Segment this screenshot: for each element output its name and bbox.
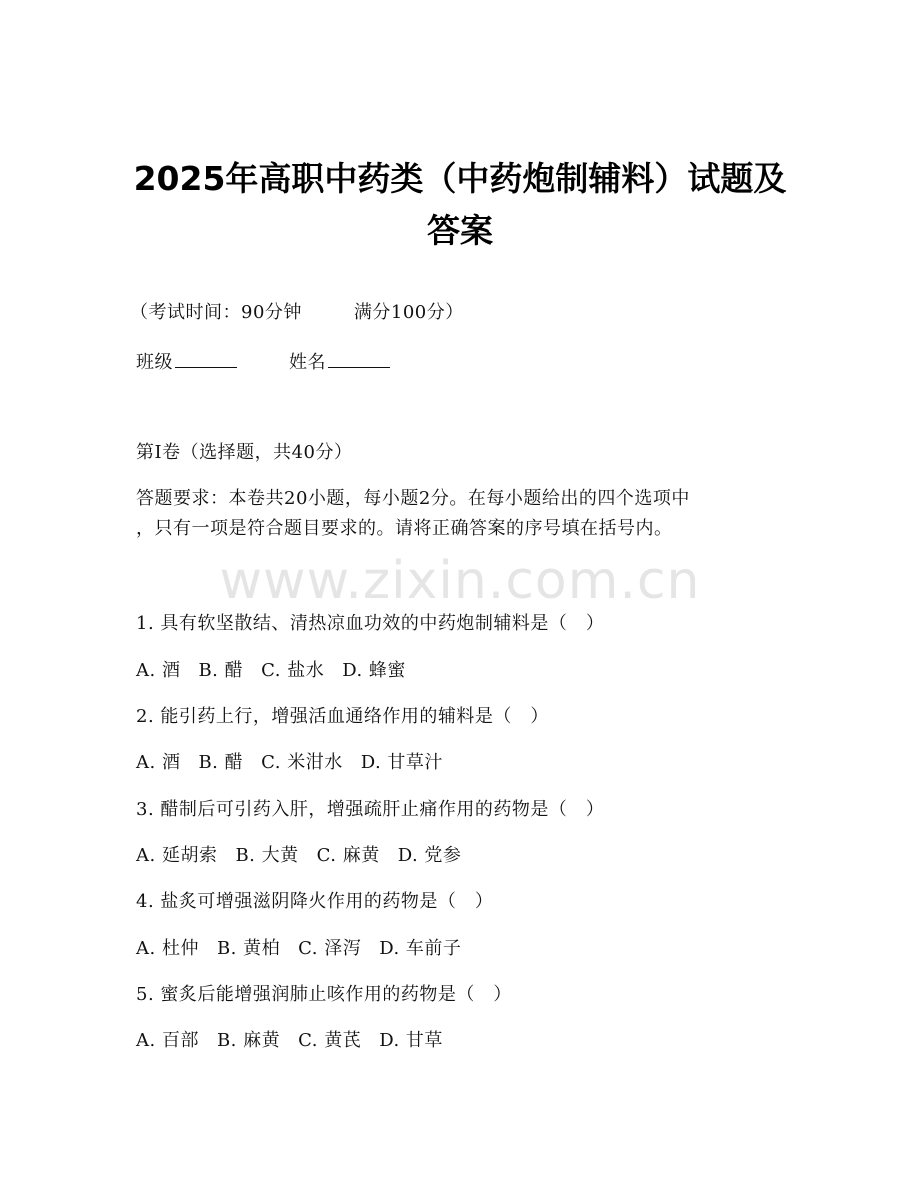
question-stem: 1. 具有软坚散结、清热凉血功效的中药炮制辅料是（ ） — [136, 613, 605, 634]
exam-score: 满分100分） — [353, 302, 464, 323]
option-a: A. 酒 — [136, 752, 181, 773]
name-blank — [328, 347, 390, 368]
instructions-line-1: 答题要求：本卷共20小题，每小题2分。在每小题给出的四个选项中 — [136, 488, 690, 509]
question-options — [136, 842, 479, 870]
question-stem: 4. 盐炙可增强滋阴降火作用的药物是（ ） — [136, 891, 494, 912]
option-a: A. 百部 — [136, 1030, 199, 1051]
option-b: B. 醋 — [198, 660, 244, 681]
section-heading: 第I卷（选择题，共40分） — [136, 442, 353, 463]
option-c: C. 黄芪 — [298, 1030, 362, 1051]
question-options — [136, 1027, 461, 1055]
option-d: D. 党参 — [397, 845, 462, 866]
option-d: D. 甘草 — [379, 1030, 443, 1051]
option-c: C. 泽泻 — [298, 938, 362, 959]
question-options — [136, 657, 424, 685]
question-options — [136, 749, 461, 777]
question-stem: 3. 醋制后可引药入肝，增强疏肝止痛作用的药物是（ ） — [136, 799, 605, 820]
option-a: A. 延胡索 — [136, 845, 218, 866]
question-stem: 5. 蜜炙后能增强润肺止咳作用的药物是（ ） — [136, 984, 512, 1005]
option-b: B. 黄柏 — [216, 938, 281, 959]
question-stem: 2. 能引药上行，增强活血通络作用的辅料是（ ） — [136, 706, 549, 727]
option-d: D. 车前子 — [379, 938, 462, 959]
question-options — [136, 935, 479, 963]
name-label: 姓名 — [289, 352, 326, 373]
option-c: C. 盐水 — [261, 660, 325, 681]
option-c: C. 麻黄 — [316, 845, 380, 866]
option-b: B. 麻黄 — [216, 1030, 281, 1051]
class-label: 班级 — [136, 352, 173, 373]
watermark: www.zixin.com.cn — [219, 551, 701, 611]
option-b: B. 醋 — [198, 752, 244, 773]
class-blank — [175, 347, 237, 368]
instructions-line-2: ，只有一项是符合题目要求的。请将正确答案的序号填在括号内。 — [136, 518, 673, 539]
student-fields — [136, 347, 390, 377]
document-title-line-2: 答案 — [427, 211, 493, 250]
exam-info — [130, 299, 464, 327]
option-d: D. 蜂蜜 — [342, 660, 406, 681]
option-a: A. 酒 — [136, 660, 181, 681]
exam-time: （考试时间：90分钟 — [130, 302, 302, 323]
option-b: B. 大黄 — [235, 845, 299, 866]
option-d: D. 甘草汁 — [360, 752, 443, 773]
option-c: C. 米泔水 — [261, 752, 343, 773]
option-a: A. 杜仲 — [136, 938, 199, 959]
document-title-line-1: 2025年高职中药类（中药炮制辅料）试题及 — [133, 159, 787, 198]
